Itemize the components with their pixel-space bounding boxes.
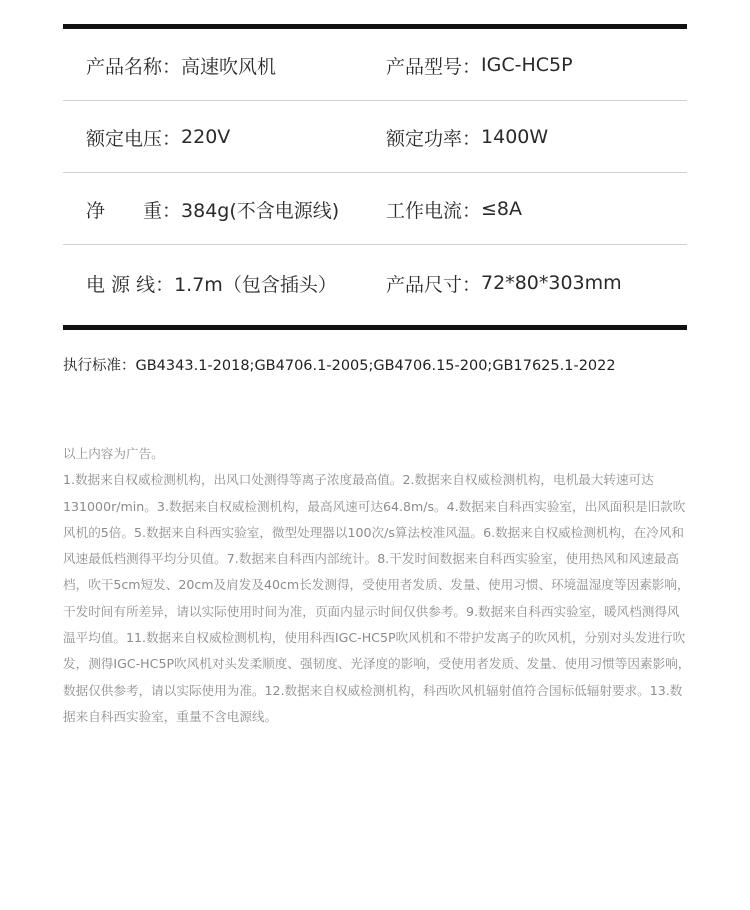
spec-item-rated-voltage [86, 101, 230, 173]
spec-value: 384g(不含电源线) [181, 199, 340, 222]
spec-value: 高速吹风机 [181, 55, 277, 78]
notes-intro: 以上内容为广告。 [63, 446, 164, 461]
spec-label: 产品名称： [86, 55, 182, 78]
spec-value: 220V [181, 126, 231, 148]
spec-row [63, 101, 687, 173]
spec-label: 额定功率： [386, 127, 482, 150]
notes-body: 1.数据来自权威检测机构，出风口处测得等离子浓度最高值。2.数据来自权威检测机构，电机最大转速可达131000r/min。3.数据来自权威检测机构，最高风速可达64.8m/s。4.数据来自科西实验室，出风面积是旧款吹风机的5倍。5.数据来自科西实验室，微型处理器以100次/s算法校准风温。6.数据来自权威检测机构，在冷风和风速最低档测得平均分贝值。7.数据来自科西内部统计。8.干发时间数据来自科西实验室，使用热风和风速最高档，吹干5cm短发、20cm及肩发及40cm长发测得，受使用者发质、发量、使用习惯、环境温湿度等因素影响，干发时间有所差异，请以实际使用时间为准，页面内显示时间仅供参考。9.数据来自科西实验室，暖风档测得风温平均值。11.数据来自权威检测机构，使用科西IGC-HC5P吹风机和不带护发离子的吹风机，分别对头发进行吹发，测得IGC-HC5P吹风机对头发柔顺度、强韧度、光泽度的影响，受使用者发质、发量、使用习惯等因素影响，数据仅供参考，请以实际使用为准。12.数据来自权威检测机构，科西吹风机辐射值符合国标低辐射要求。13.数据来自科西实验室，重量不含电源线。 [63, 472, 691, 724]
spec-item-product-name [86, 29, 276, 101]
spec-row [63, 29, 687, 101]
spec-row [63, 173, 687, 245]
spec-value: IGC-HC5P [481, 54, 573, 76]
standard-label: 执行标准： [63, 358, 136, 374]
standard-value: GB4343.1-2018;GB4706.1-2005;GB4706.15-200;GB17625.1-2022 [135, 358, 616, 374]
spec-value: ≤8A [481, 198, 523, 220]
spec-item-power-cord [86, 245, 337, 321]
spec-label: 净 重： [86, 199, 182, 222]
spec-value: 1.7m（包含插头） [174, 273, 337, 296]
spec-label: 工作电流： [386, 199, 482, 222]
spec-item-net-weight [86, 173, 339, 245]
spec-row [63, 245, 687, 325]
spec-item-working-current [386, 173, 522, 245]
spec-label: 产品尺寸： [386, 273, 482, 296]
spec-value: 1400W [481, 126, 549, 148]
table-bottom-rule [63, 325, 687, 330]
spec-table [63, 29, 687, 325]
spec-label: 额定电压： [86, 127, 182, 150]
spec-value: 72*80*303mm [481, 272, 622, 294]
spec-item-rated-power [386, 101, 548, 173]
spec-item-dimensions [386, 245, 622, 321]
spec-label: 电 源 线： [86, 273, 175, 296]
spec-label: 产品型号： [386, 55, 482, 78]
spec-item-model [386, 29, 573, 101]
execution-standard [63, 354, 703, 375]
disclaimer-notes [63, 441, 691, 730]
